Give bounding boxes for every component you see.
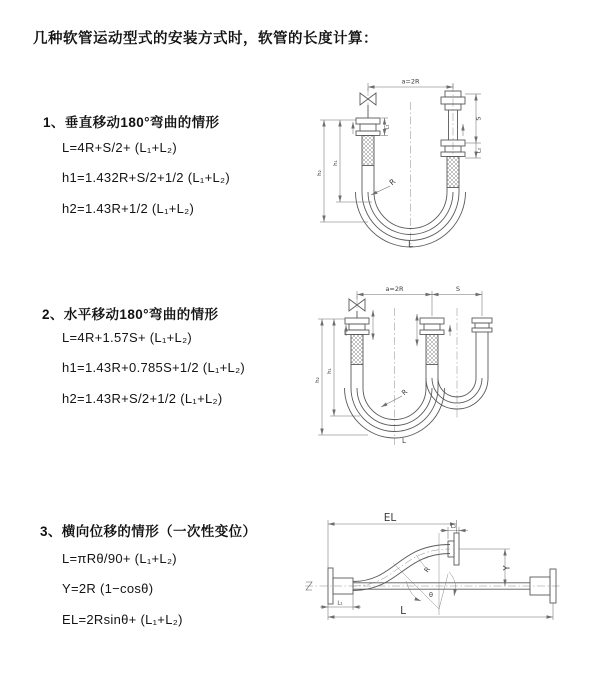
dim-label-l2: L₂ [476,147,483,154]
dim-label-l2: L₂ [450,524,457,530]
section2-formulas [62,322,245,414]
dim-label-h2: h₂ [317,170,323,176]
dim-label-l: L [407,240,414,250]
dim-label-h1: h₁ [327,368,333,374]
dim-label-l: L [400,605,406,617]
braid-2 [426,335,438,365]
dim-label-r: R [400,387,410,398]
formula-h2: h2=1.43R+1/2 (L₁+L₂) [62,200,195,216]
page-title: 几种软管运动型式的安装方式时，软管的长度计算： [33,31,378,47]
braid-left [362,136,374,166]
construction-lines [393,533,457,615]
formula-L: L=4R+S/2+ (L₁+L₂) [62,139,177,155]
braid-1 [351,335,363,365]
dim-label-el: EL [383,512,397,524]
dim-label-h1: h₁ [333,160,339,166]
dim-label-r: R [422,565,433,575]
formula-EL: EL=2Rsinθ+ (L₁+L₂) [62,611,183,627]
diagram-lateral-displacement [300,505,565,650]
centerlines [305,549,562,586]
dim-label-a2r: a=2R [401,77,420,86]
dimensions [318,291,482,435]
section1-formulas [62,132,230,224]
formula-L: L=4R+1.57S+ (L₁+L₂) [62,329,193,345]
dim-label-l: L [402,437,406,445]
dim-label-l1: L₁ [337,600,343,607]
dim-label-y: Y [502,565,513,571]
section3-heading: 3、横向位移的情形（一次性变位） [40,524,257,539]
formula-h2: h2=1.43R+S/2+1/2 (L₁+L₂) [62,390,223,406]
dim-label-theta: θ [429,591,433,599]
dimensions [320,520,553,620]
section1-heading: 1、垂直移动180°弯曲的情形 [43,115,220,130]
dim-label-h2: h₂ [315,377,321,383]
diagram-horizontal-180-bend [310,280,545,455]
dim-label-r: R [387,176,398,188]
dim-label-s: S [455,285,461,293]
dim-label-s: S [474,116,483,121]
braid-right [447,157,459,188]
formula-Y: Y=2R (1−cosθ) [62,581,154,597]
dim-label-a2r: a=2R [385,285,404,293]
formula-h1: h1=1.432R+S/2+1/2 (L₁+L₂) [62,170,230,186]
formula-L: L=πRθ/90+ (L₁+L₂) [62,550,177,566]
diagram-vertical-180-bend [310,70,530,260]
section2-heading: 2、水平移动180°弯曲的情形 [42,307,219,322]
section3-formulas [62,543,183,635]
formula-h1: h1=1.43R+0.785S+1/2 (L₁+L₂) [62,360,246,376]
dim-label-l1: L₁ [384,124,391,130]
centerlines [368,84,453,248]
